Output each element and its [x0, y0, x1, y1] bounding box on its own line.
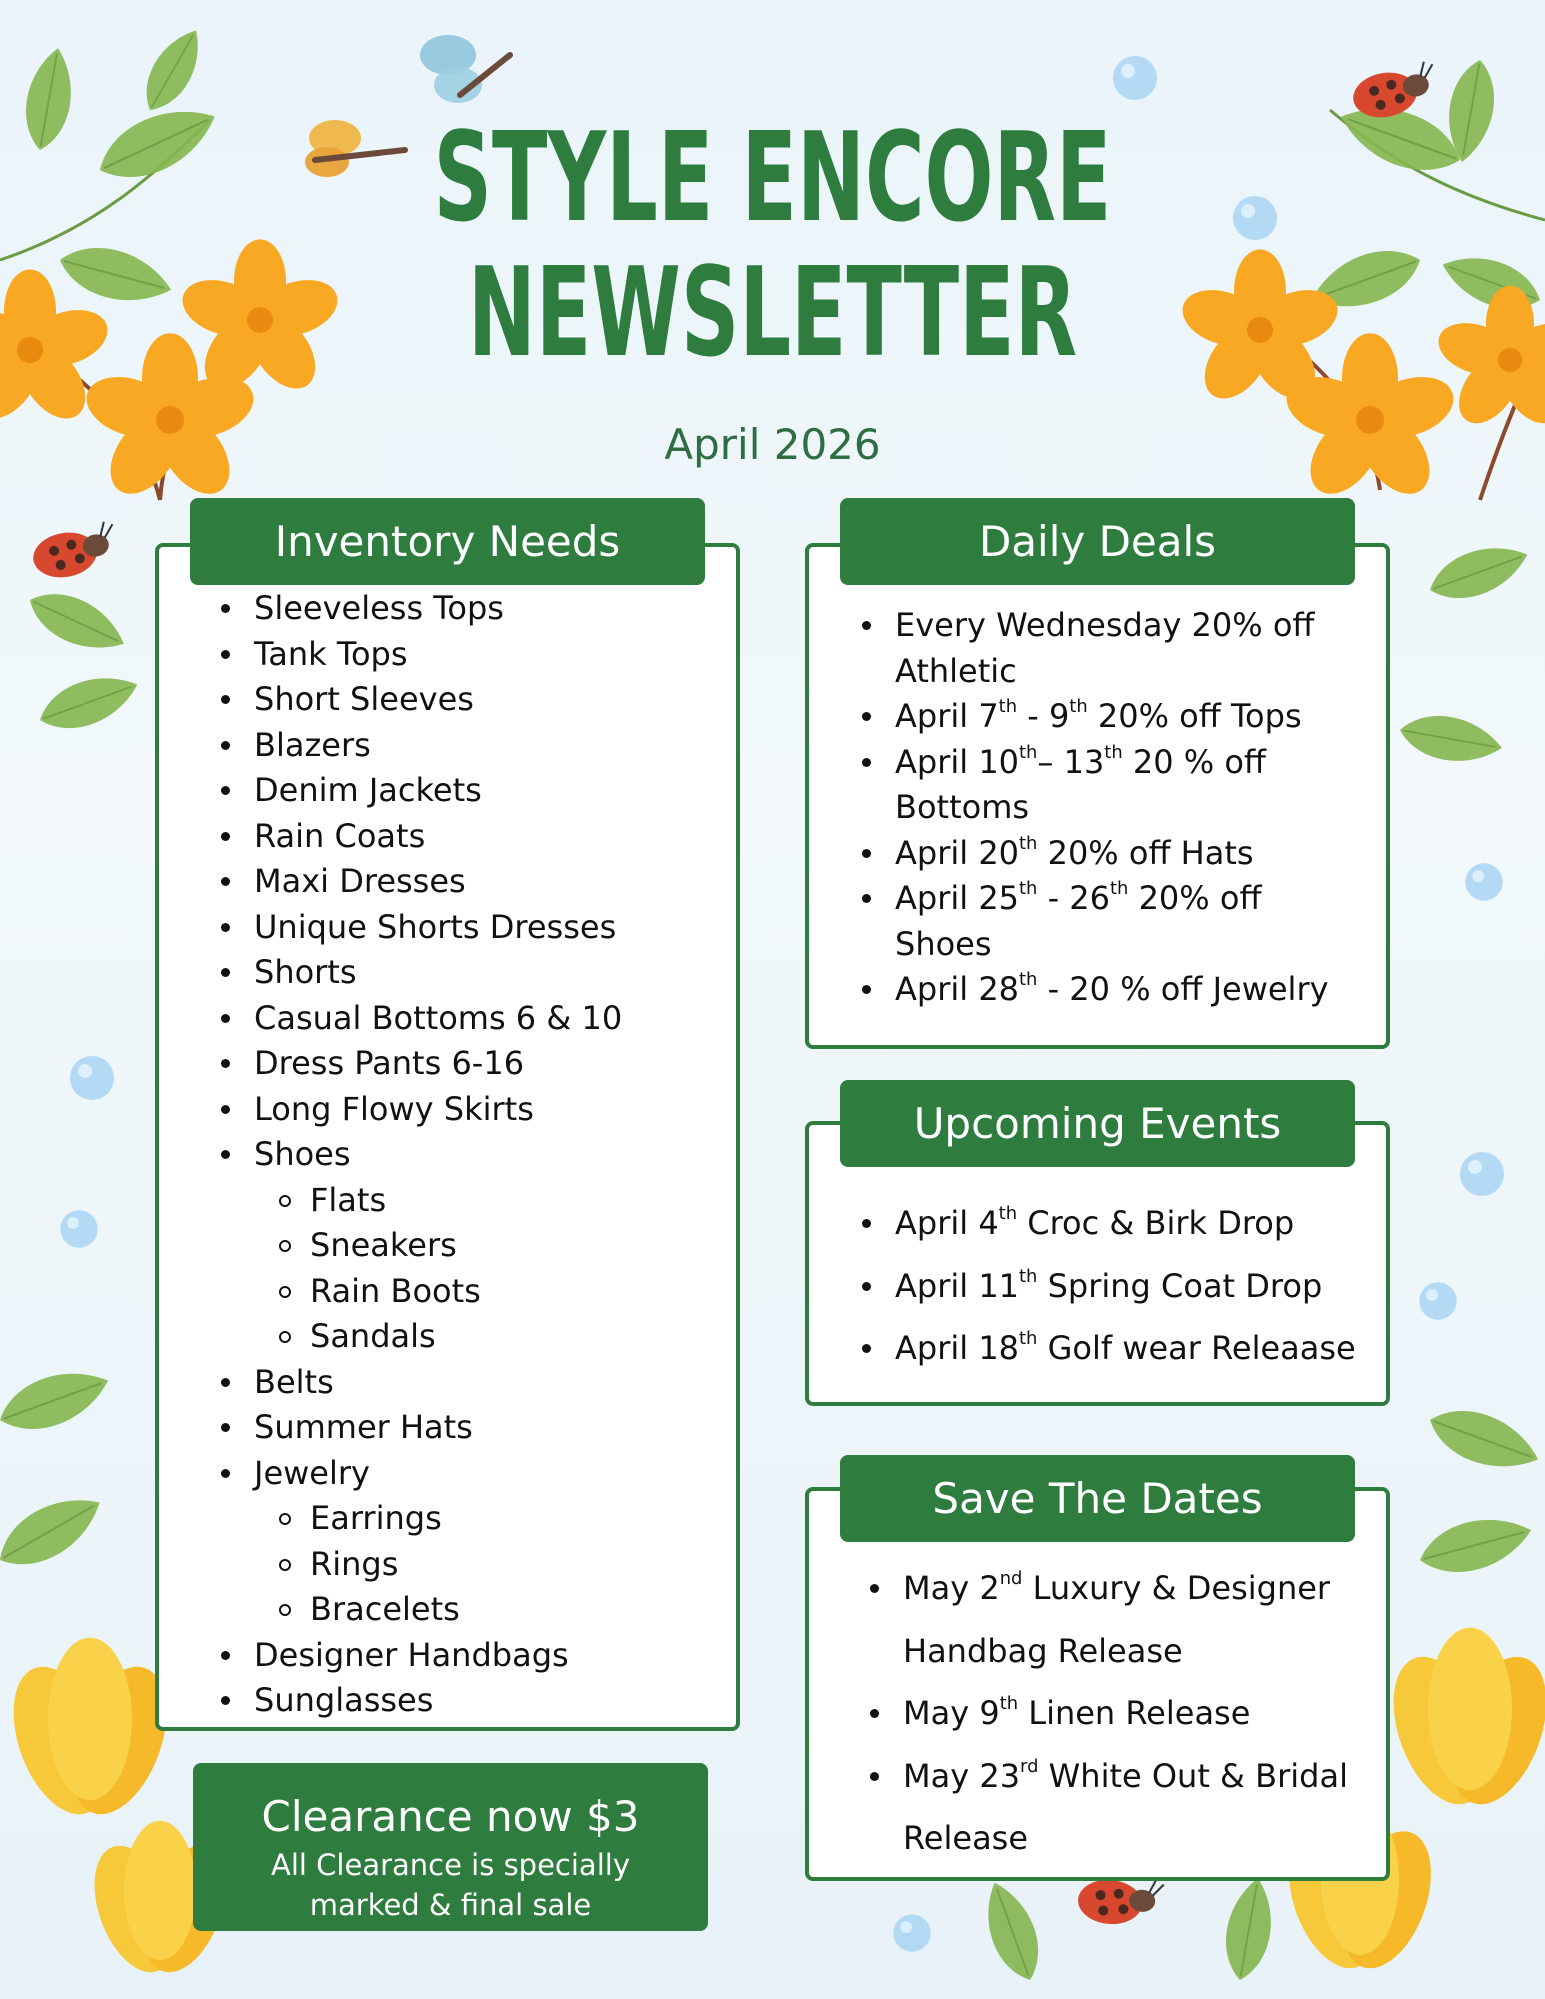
list-item: Short Sleeves: [254, 677, 622, 723]
list-item: [254, 1451, 622, 1633]
deal-text: 20% off Shoes: [895, 879, 1262, 963]
sub-list-item: Flats: [310, 1178, 622, 1224]
ordinal-suffix: th: [1104, 741, 1123, 763]
sub-list-item: Earrings: [310, 1496, 622, 1542]
event-text: Golf wear Releaase: [1037, 1329, 1356, 1367]
ordinal-suffix: rd: [1020, 1755, 1039, 1777]
clearance-line-1: All Clearance is specially: [271, 1848, 630, 1882]
list-item: Maxi Dresses: [254, 859, 622, 905]
ordinal-suffix: th: [1019, 968, 1038, 990]
deal-text: April 28: [895, 970, 1020, 1008]
deal-text: 20% off Hats: [1037, 833, 1254, 872]
butterfly-blue: [420, 35, 510, 103]
list-item: Shorts: [254, 950, 622, 996]
list-item-label: Shoes: [254, 1135, 351, 1173]
list-item: [903, 1682, 1363, 1745]
deal-text: - 26: [1037, 879, 1111, 917]
date-text: May 9: [903, 1694, 1000, 1732]
list-item-label: Jewelry: [254, 1453, 370, 1492]
deal-text: April 10: [895, 742, 1020, 781]
list-item: [895, 967, 1345, 1013]
jewelry-sublist: [254, 1496, 622, 1633]
list-item: [254, 1132, 622, 1360]
ordinal-suffix: th: [1019, 1327, 1038, 1349]
list-item: [895, 603, 1345, 694]
clearance-title: Clearance now $3: [261, 1792, 640, 1841]
deal-text: - 20 % off Jewelry: [1037, 970, 1329, 1008]
list-item: Dress Pants 6-16: [254, 1041, 622, 1087]
ordinal-suffix: th: [998, 695, 1018, 717]
list-item: [895, 740, 1345, 831]
list-item: [895, 1255, 1356, 1318]
event-text: April 18: [895, 1329, 1020, 1367]
list-item: Rain Coats: [254, 814, 622, 860]
deal-text: April 25: [895, 879, 1020, 917]
inventory-list: [254, 586, 622, 1724]
list-item: [903, 1557, 1363, 1682]
list-item: [903, 1745, 1363, 1870]
event-text: April 4: [895, 1204, 999, 1242]
ladybug-bottom: [1076, 1873, 1164, 1928]
sub-list-item: Sandals: [310, 1314, 622, 1360]
list-item: [895, 1192, 1356, 1255]
date-text: May 2: [903, 1569, 1000, 1607]
deals-list: [895, 603, 1345, 1013]
deal-text: 20 % off Bottoms: [895, 742, 1266, 826]
events-header: Upcoming Events: [840, 1080, 1355, 1167]
clearance-banner: [193, 1763, 708, 1931]
dates-list: [903, 1557, 1363, 1870]
list-item: Belts: [254, 1360, 622, 1406]
leaf-cluster-top-right: [1304, 56, 1545, 322]
list-item: Unique Shorts Dresses: [254, 905, 622, 951]
shoes-sublist: [254, 1178, 622, 1360]
list-item: Casual Bottoms 6 & 10: [254, 996, 622, 1042]
deal-text: 20% off Tops: [1087, 697, 1302, 735]
clearance-line-2: marked & final sale: [309, 1888, 592, 1922]
leaf-cluster-top-left: [0, 21, 226, 313]
inventory-header: Inventory Needs: [190, 498, 705, 585]
ordinal-suffix: th: [1069, 695, 1088, 717]
deal-text: April 7: [895, 697, 999, 735]
title-line-2: NEWSLETTER: [467, 242, 1078, 385]
deal-text: – 13: [1037, 742, 1105, 781]
list-item: [895, 876, 1345, 967]
list-item: [895, 1317, 1356, 1380]
date-text: Linen Release: [1018, 1694, 1251, 1732]
issue-date: April 2026: [664, 420, 881, 469]
ordinal-suffix: th: [998, 1202, 1018, 1224]
list-item: Tank Tops: [254, 632, 622, 678]
date-text: White Out & Bridal Release: [903, 1756, 1348, 1857]
event-text: Croc & Birk Drop: [1017, 1204, 1295, 1242]
sub-list-item: Bracelets: [310, 1587, 622, 1633]
events-list: [895, 1192, 1356, 1380]
ordinal-suffix: th: [1019, 741, 1038, 763]
sub-list-item: Rain Boots: [310, 1269, 622, 1315]
leaves-mid-right: [1396, 534, 1545, 1583]
list-item: [895, 831, 1345, 877]
date-text: Luxury & Designer Handbag Release: [903, 1569, 1331, 1670]
event-text: April 11: [895, 1266, 1020, 1305]
sub-list-item: Sneakers: [310, 1223, 622, 1269]
list-item: Sleeveless Tops: [254, 586, 622, 632]
ordinal-suffix: th: [1019, 877, 1038, 899]
list-item: [895, 694, 1345, 740]
date-text: May 23: [903, 1756, 1021, 1795]
sub-list-item: Rings: [310, 1542, 622, 1588]
deals-header: Daily Deals: [840, 498, 1355, 585]
ordinal-suffix: th: [999, 1692, 1019, 1714]
ladybug-left: [29, 520, 120, 582]
ordinal-suffix: th: [1019, 832, 1038, 854]
ordinal-suffix: th: [1110, 877, 1129, 899]
list-item: Blazers: [254, 723, 622, 769]
list-item: Long Flowy Skirts: [254, 1087, 622, 1133]
list-item: Sunglasses: [254, 1678, 622, 1724]
list-item: Denim Jackets: [254, 768, 622, 814]
deal-text: April 20: [895, 833, 1020, 872]
list-item: Summer Hats: [254, 1405, 622, 1451]
deal-text: Every Wednesday 20% off Athletic: [895, 606, 1315, 690]
deal-text: - 9: [1017, 697, 1070, 735]
event-text: Spring Coat Drop: [1037, 1266, 1323, 1305]
list-item: Designer Handbags: [254, 1633, 622, 1679]
dates-header: Save The Dates: [840, 1455, 1355, 1542]
title-line-1: STYLE ENCORE: [433, 107, 1112, 250]
ordinal-suffix: th: [1019, 1265, 1038, 1287]
ordinal-suffix: nd: [999, 1567, 1023, 1589]
